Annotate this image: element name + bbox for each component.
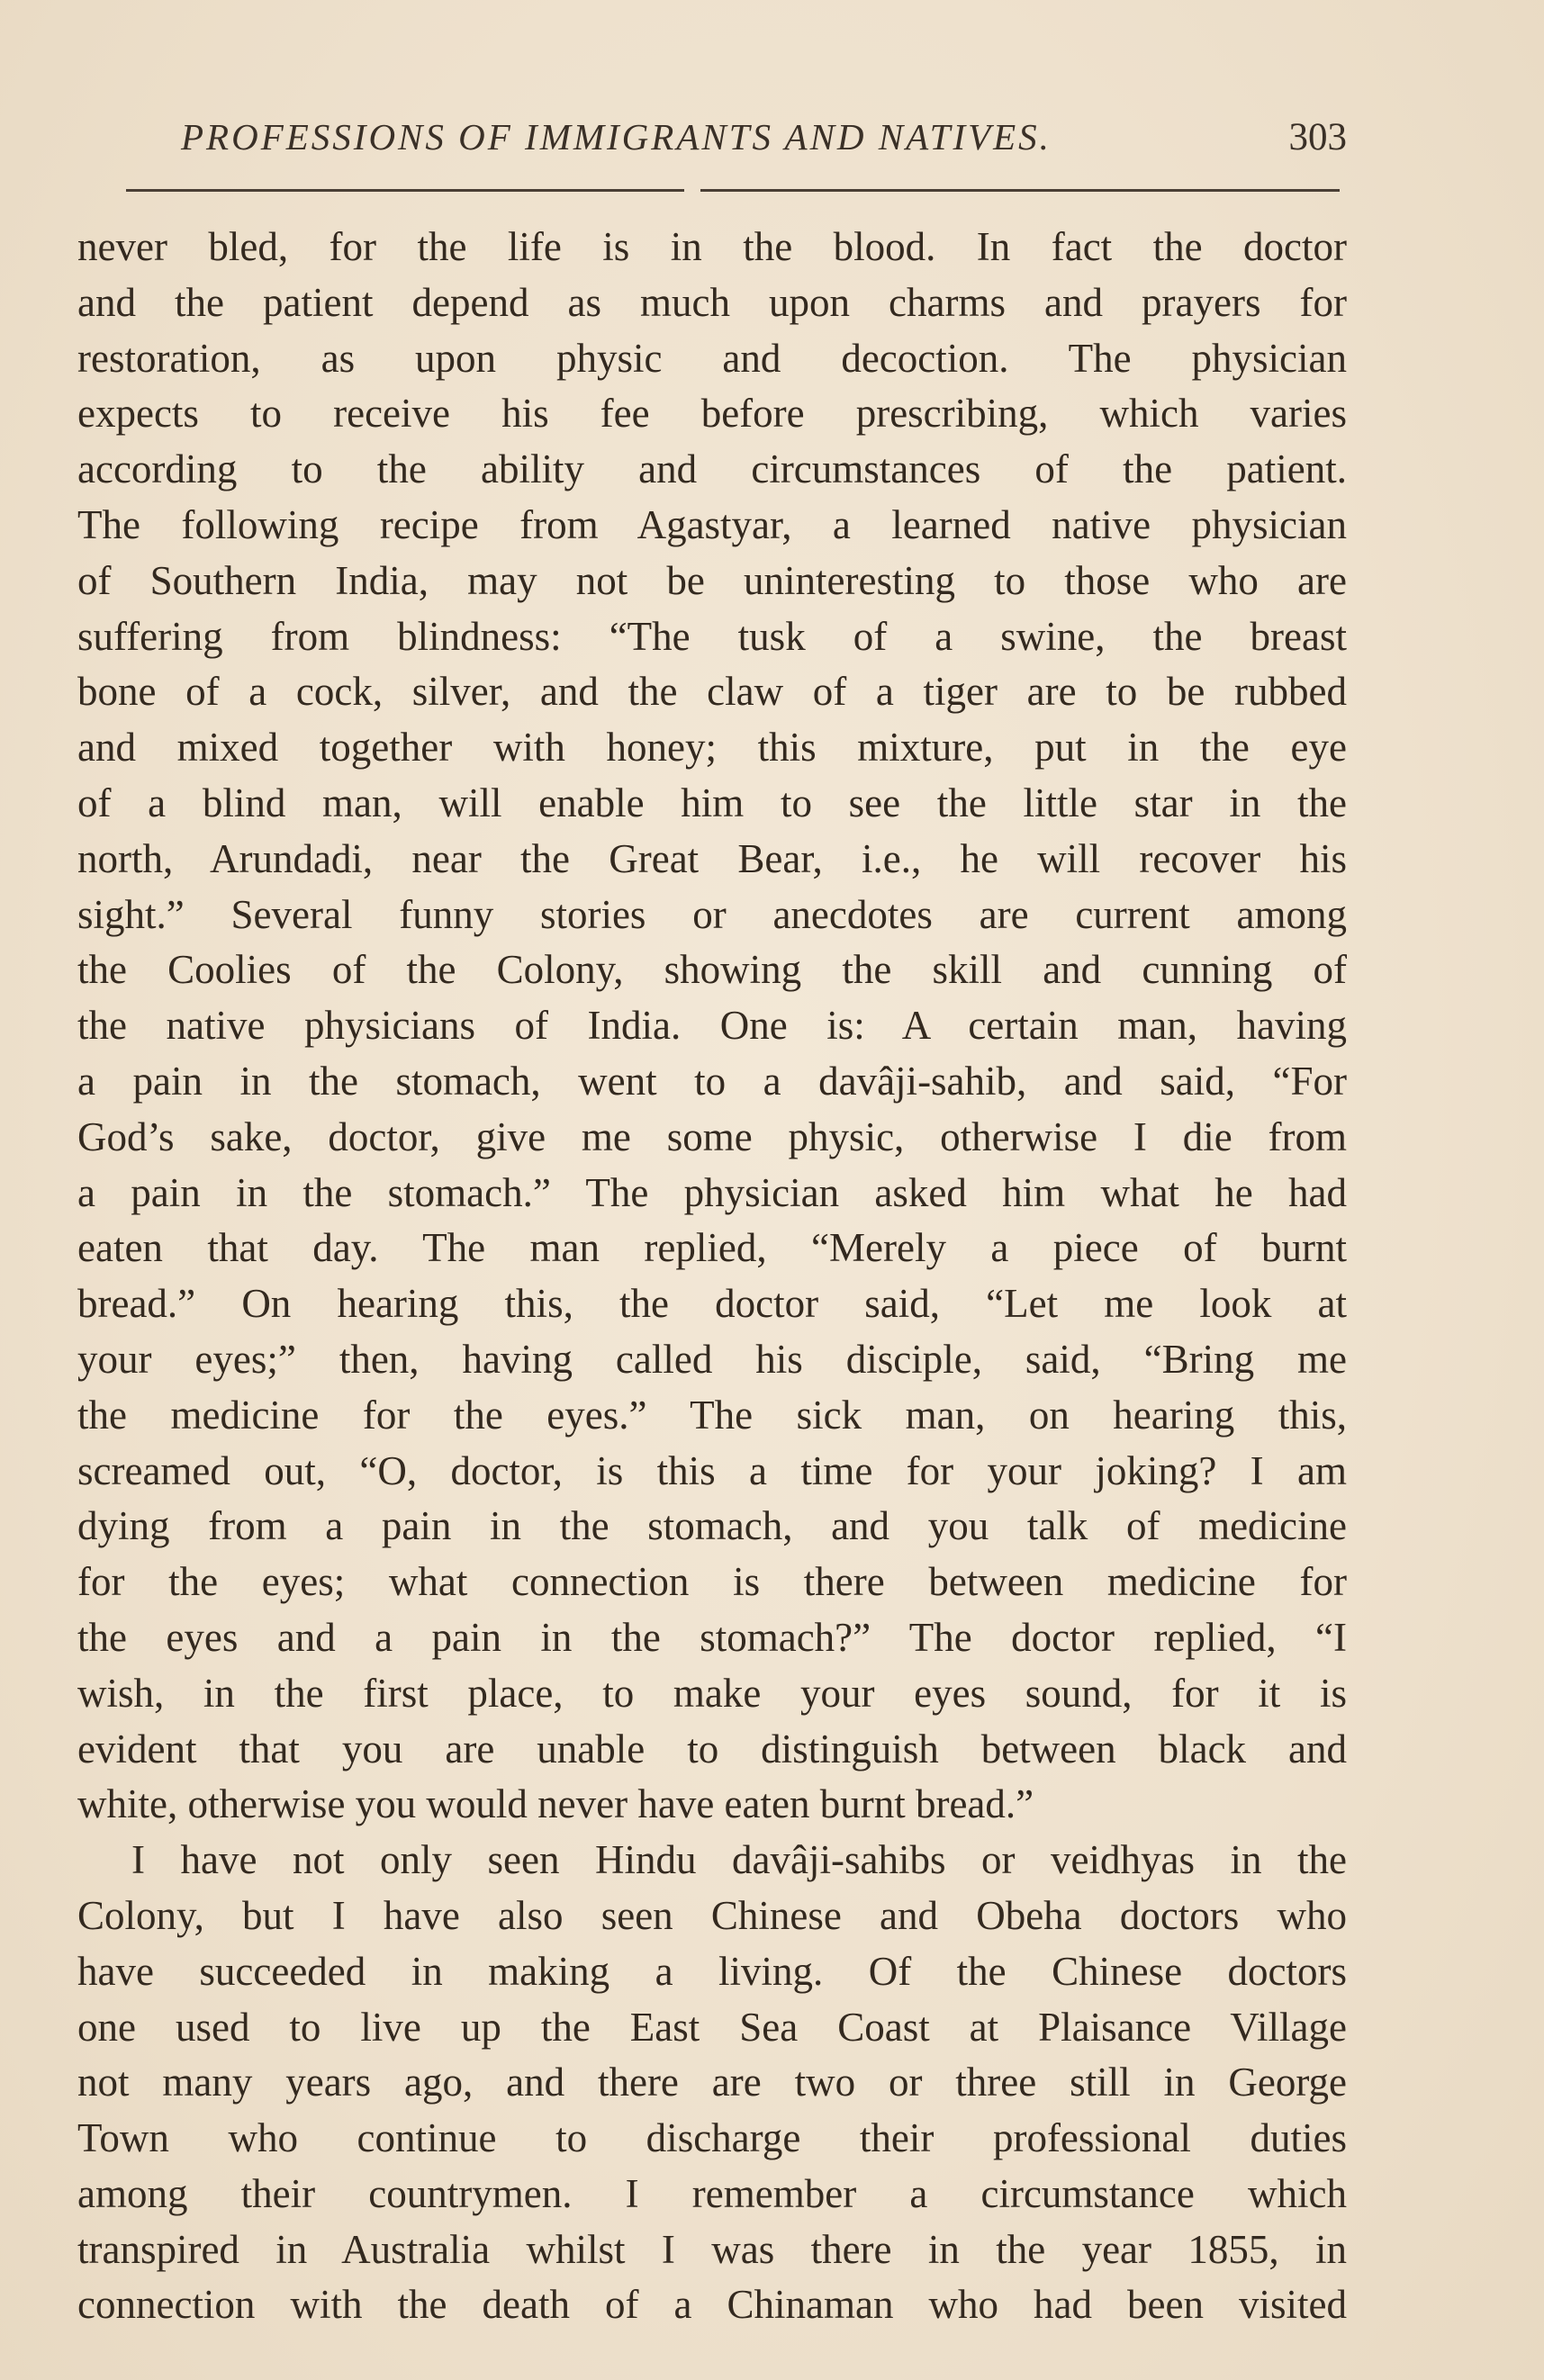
header-rule-right [700, 189, 1340, 192]
text-line: expects to receive his fee before prescribing, which varies [77, 391, 1347, 437]
text-line: The following recipe from Agastyar, a learned native physician [77, 501, 1347, 547]
text-line: restoration, as upon physic and decoction. The physician [77, 335, 1347, 381]
text-line: the native physicians of India. One is: A certain man, having [77, 1003, 1347, 1049]
text-line: Colony, but I have also seen Chinese and Obeha doctors who [77, 1892, 1347, 1938]
header-rule-left [126, 189, 684, 192]
text-line: one used to live up the East Sea Coast at Plaisance Village [77, 2004, 1347, 2050]
text-line: eaten that day. The man replied, “Merely a piece of burnt [77, 1225, 1347, 1271]
text-line: not many years ago, and there are two or three still in George [77, 2060, 1347, 2105]
text-line: never bled, for the life is in the blood. In fact the doctor [77, 224, 1347, 269]
page-header [77, 115, 1347, 169]
text-line: connection with the death of a Chinaman who had been visited [77, 2282, 1347, 2328]
text-line: the medicine for the eyes.” The sick man, on hearing this, [77, 1392, 1347, 1438]
text-line: the Coolies of the Colony, showing the skill and cunning of [77, 947, 1347, 993]
text-line: suffering from blindness: “The tusk of a swine, the breast [77, 613, 1347, 659]
text-line: the eyes and a pain in the stomach?” The doctor replied, “I [77, 1614, 1347, 1660]
text-line: among their countrymen. I remember a circumstance which [77, 2170, 1347, 2216]
text-line: screamed out, “O, doctor, is this a time for your joking? I am [77, 1447, 1347, 1493]
text-line: a pain in the stomach, went to a davâji-sahib, and said, “For [77, 1058, 1347, 1104]
text-line: God’s sake, doctor, give me some physic, otherwise I die from [77, 1113, 1347, 1159]
text-line: Town who continue to discharge their professional duties [77, 2115, 1347, 2161]
text-line: bone of a cock, silver, and the claw of a tiger are to be rubbed [77, 669, 1347, 715]
text-line: of a blind man, will enable him to see the little star in the [77, 780, 1347, 825]
text-line: north, Arundadi, near the Great Bear, i.e., he will recover his [77, 835, 1347, 881]
text-line: bread.” On hearing this, the doctor said, “Let me look at [77, 1281, 1347, 1327]
text-line: sight.” Several funny stories or anecdotes are current among [77, 891, 1347, 937]
text-line: of Southern India, may not be uninteresting to those who are [77, 557, 1347, 603]
text-line: wish, in the first place, to make your eyes sound, for it is [77, 1670, 1347, 1716]
body-text [77, 220, 1347, 2333]
text-line: transpired in Australia whilst I was there in the year 1855, in [77, 2226, 1347, 2272]
text-line: dying from a pain in the stomach, and you talk of medicine [77, 1503, 1347, 1549]
text-line: according to the ability and circumstances of the patient. [77, 446, 1347, 492]
text-line: white, otherwise you would never have eaten burnt bread.” [77, 1781, 1034, 1827]
text-line: a pain in the stomach.” The physician asked him what he had [77, 1169, 1347, 1215]
text-line: and the patient depend as much upon charms and prayers for [77, 279, 1347, 325]
page-number: 303 [1288, 116, 1347, 158]
text-line: have succeeded in making a living. Of the Chinese doctors [77, 1948, 1347, 1994]
text-line: your eyes;” then, having called his disciple, said, “Bring me [77, 1336, 1347, 1382]
text-line: and mixed together with honey; this mixture, put in the eye [77, 725, 1347, 771]
running-head: PROFESSIONS OF IMMIGRANTS AND NATIVES. [181, 116, 1052, 158]
text-line: for the eyes; what connection is there between medicine for [77, 1559, 1347, 1605]
text-line: evident that you are unable to distinguish between black and [77, 1726, 1347, 1771]
text-line: I have not only seen Hindu davâji-sahibs or veidhyas in the [131, 1837, 1347, 1883]
